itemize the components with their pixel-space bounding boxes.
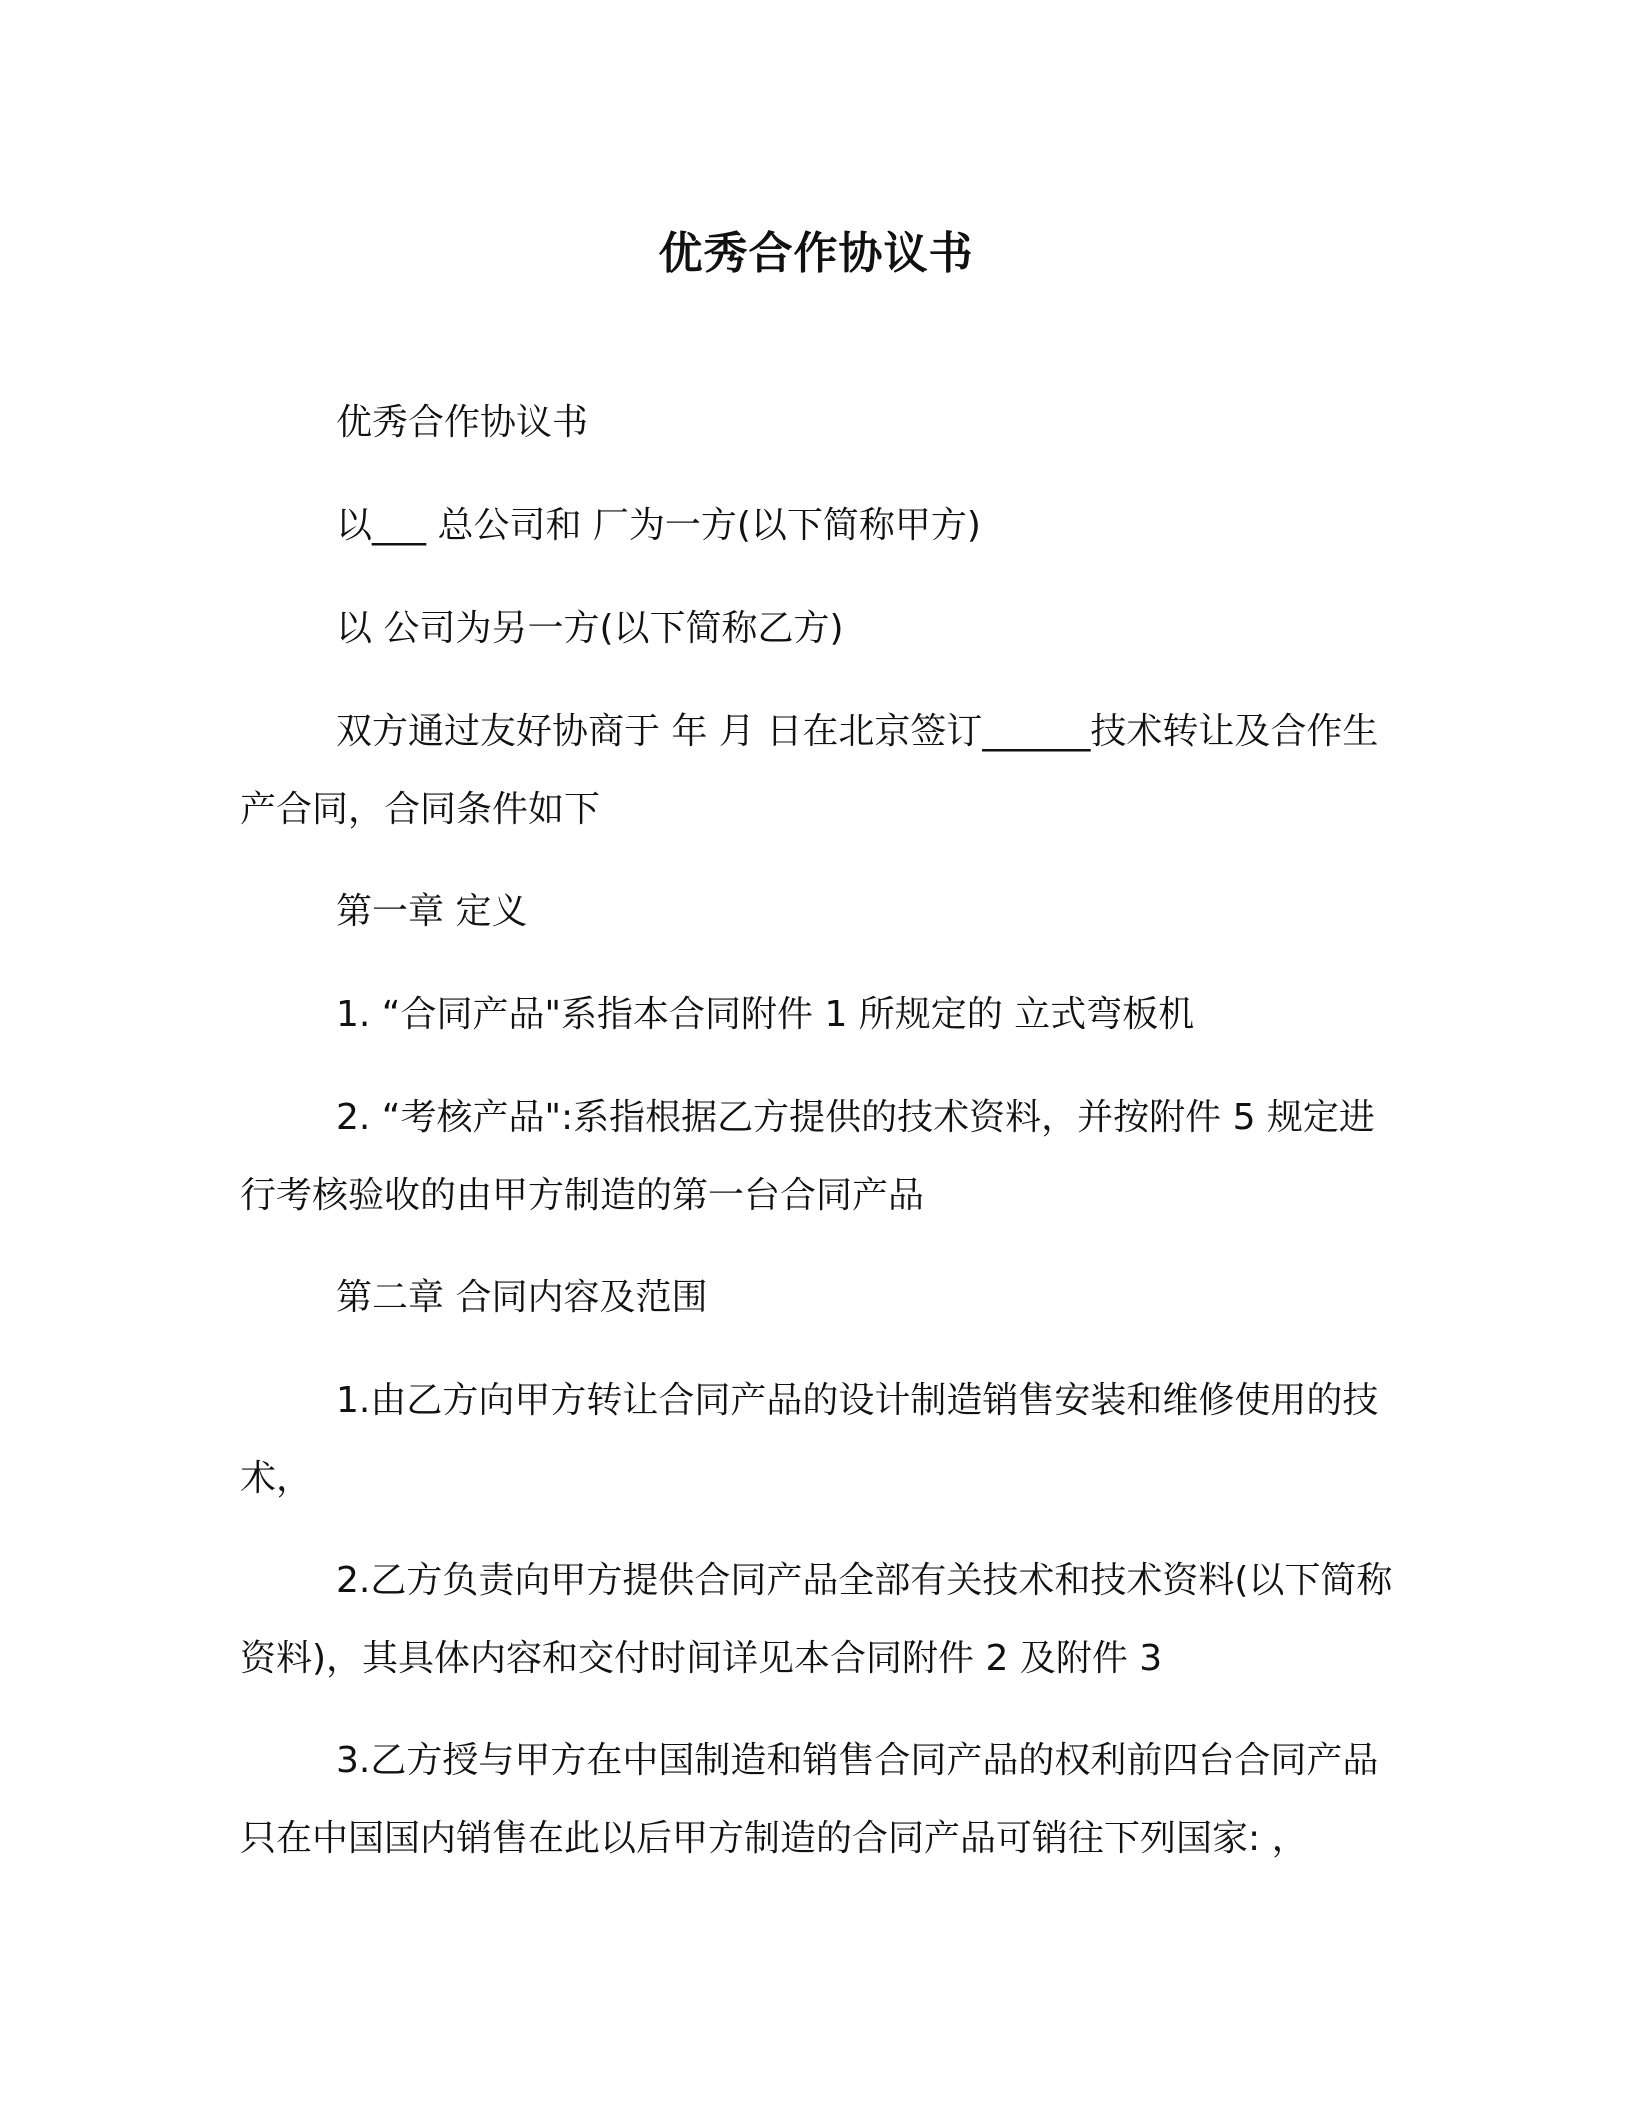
paragraph-party-a: 以___ 总公司和 厂为一方(以下简称甲方) — [336, 505, 981, 546]
document-title: 优秀合作协议书 — [658, 228, 974, 279]
paragraph-party-b: 以 公司为另一方(以下简称乙方) — [336, 608, 844, 649]
chapter-heading-1: 第一章 定义 — [336, 891, 528, 932]
paragraph-preamble: 双方通过友好协商于 年 月 日在北京签订______技术转让及合作生产合同，合同条件如下 — [240, 711, 1379, 830]
scope-item-2: 2.乙方负责向甲方提供合同产品全部有关技术和技术资料(以下简称资料)，其具体内容和交付时间详见本合同附件 2 及附件 3 — [240, 1560, 1393, 1679]
definition-item-1: 1. “合同产品"系指本合同附件 1 所规定的 立式弯板机 — [336, 994, 1195, 1035]
paragraph-subtitle: 优秀合作协议书 — [336, 402, 589, 443]
scope-item-1: 1.由乙方向甲方转让合同产品的设计制造销售安装和维修使用的技术， — [240, 1380, 1379, 1499]
chapter-heading-2: 第二章 合同内容及范围 — [336, 1277, 708, 1318]
scope-item-3: 3.乙方授与甲方在中国制造和销售合同产品的权利前四台合同产品只在中国国内销售在此以后甲方制造的合同产品可销往下列国家: ， — [240, 1740, 1379, 1859]
definition-item-2: 2. “考核产品":系指根据乙方提供的技术资料，并按附件 5 规定进行考核验收的由甲方制造的第一台合同产品 — [240, 1097, 1375, 1216]
